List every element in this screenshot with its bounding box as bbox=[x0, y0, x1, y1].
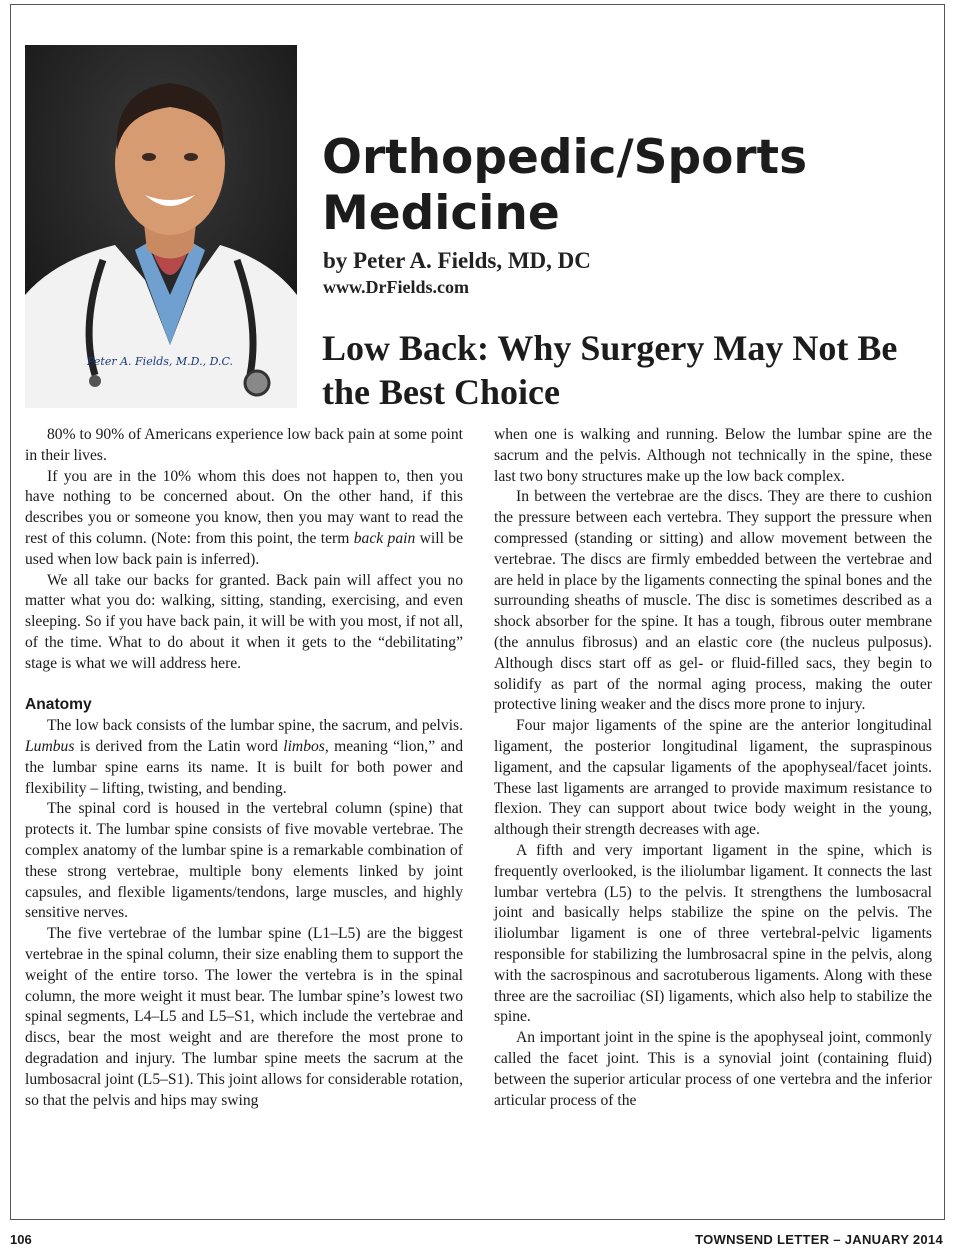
article-title: Low Back: Why Surgery May Not Be the Best Choice bbox=[322, 328, 898, 412]
author-website: www.DrFields.com bbox=[323, 277, 469, 297]
paragraph: In between the vertebrae are the discs. They are there to cushion the pressure between each vertebra. They support the pressure when compressed (standing or sitting) and allow movement between the vertebrae. The discs are firmly embedded between the vertebrae and are held in place by the ligaments connecting the spinal bones and the surrounding sheaths of muscle. The disc is sometimes described as a shock absorber for the spine. It has a tough, fibrous outer membrane (the annulus fibrosus) and an elastic core (the nucleus pulposus). Although discs start off as gel- or fluid-filled sacs, they begin to solidify as part of the normal aging process, making the outer protective lining weaker and the discs more prone to injury. bbox=[494, 488, 932, 714]
page-number: 106 bbox=[10, 1232, 32, 1247]
paragraph: A fifth and very important ligament in the spine, which is frequently overlooked, is the iliolumbar ligament. It connects the last lumbar vertebra (L5) to the pelvis. It strengthens the lumbosacral joint and basically helps stabilize the spine on the pelvis. The iliolumbar ligament is one of three vertebral-pelvic ligaments responsible for stabilizing the lumbrosacral spine in the pelvis, along with the sacrospinous and sacrotuberous ligaments. Along with these three are the sacroiliac (SI) ligaments, which also help to stabilize the spine. bbox=[494, 841, 932, 1026]
author-photo bbox=[25, 45, 297, 408]
paragraph: The spinal cord is housed in the vertebral column (spine) that protects it. The lumbar spine consists of five movable vertebrae. The complex anatomy of the lumbar spine is a remarkable combination of these strong vertebrae, multiple bony elements linked by joint capsules, and flexible ligaments/tendons, large muscles, and highly sensitive nerves. bbox=[25, 800, 463, 922]
paragraph: when one is walking and running. Below the lumbar spine are the sacrum and the pelvis. Although not technically in the spine, these last two bony structures make up the low back complex. bbox=[494, 426, 932, 485]
paragraph: Four major ligaments of the spine are the anterior longitudinal ligament, the posterior longitudinal ligament, the supraspinous ligament, and the capsular ligaments of the apophyseal/facet joints. These last ligaments are arranged to provide maximum resistance to flexion. They can support about twice body weight in the young, although their strength decreases with age. bbox=[494, 717, 932, 839]
article-column-right bbox=[494, 425, 932, 1111]
section-title: Orthopedic/Sports Medicine bbox=[322, 130, 808, 241]
paragraph: The low back consists of the lumbar spine, the sacrum, and pelvis. Lumbus is derived from the Latin word limbos, meaning “lion,” and the lumbar spine earns its name. It is built for both power and flexibility – lifting, twisting, and bending. bbox=[25, 717, 463, 797]
paragraph: 80% to 90% of Americans experience low back pain at some point in their lives. bbox=[25, 426, 463, 464]
author-byline: by Peter A. Fields, MD, DC bbox=[323, 248, 591, 273]
coat-embroidery: Peter A. Fields, M.D., D.C. bbox=[87, 355, 234, 368]
paragraph: The five vertebrae of the lumbar spine (L1–L5) are the biggest vertebrae in the spinal column, their size enabling them to support the weight of the entire torso. The lower the vertebra is in the spinal column, the more weight it must bear. The lumbar spine’s lowest two spinal segments, L4–L5 and L5–S1, which include the vertebrae and discs, bear the most weight and are therefore the most prone to degradation and injury. The lumbar spine meets the sacrum at the lumbosacral joint (L5–S1). This joint allows for considerable rotation, so that the pelvis and hips may swing bbox=[25, 925, 463, 1109]
paragraph: We all take our backs for granted. Back pain will affect you no matter what you do: walking, sitting, standing, exercising, and even sleeping. So if you have back pain, it will be with you most, if not all, of the time. What to do about it when it gets to the “debilitating” stage is what we will address here. bbox=[25, 571, 463, 672]
article-column-left bbox=[25, 425, 463, 1111]
paragraph: If you are in the 10% whom this does not happen to, then you have nothing to be concerned about. On the other hand, if this describes you or someone you know, then you may want to read the rest of this column. (Note: from this point, the term back pain will be used when low back pain is inferred). bbox=[25, 467, 464, 568]
section-heading-anatomy: Anatomy bbox=[25, 696, 92, 714]
publication-footer: TOWNSEND LETTER – JANUARY 2014 bbox=[695, 1232, 943, 1247]
paragraph: An important joint in the spine is the apophyseal joint, commonly called the facet joint. This is a synovial joint (containing fluid) between the superior articular process of one vertebra and the inferior articular process of the bbox=[494, 1029, 932, 1109]
